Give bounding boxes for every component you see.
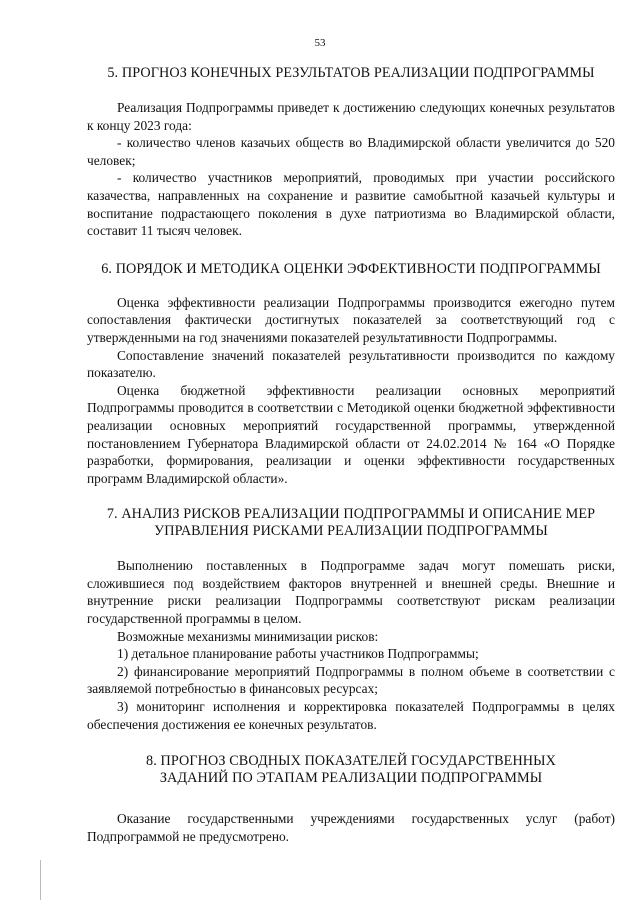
- list-item: - количество участников мероприятий, проводимых при участии российского казачества, направленных на сохранение и развитие самобытной казачьей культуры и воспитание подрастающего поколения в духе патриотизма во Владимирской области, составит 11 тысяч человек.: [87, 170, 615, 239]
- section-6-body: [87, 294, 615, 488]
- paragraph: Возможные механизмы минимизации рисков:: [117, 628, 379, 644]
- section-7-heading: [87, 506, 615, 540]
- section-6-heading: 6. ПОРЯДОК И МЕТОДИКА ОЦЕНКИ ЭФФЕКТИВНОСТИ ПОДПРОГРАММЫ: [101, 260, 601, 277]
- paragraph: Сопоставление значений показателей результативности производится по каждому показателю.: [87, 347, 615, 381]
- section-5-body: [87, 99, 615, 240]
- section-7-heading-line-1: 7. АНАЛИЗ РИСКОВ РЕАЛИЗАЦИИ ПОДПРОГРАММЫ И ОПИСАНИЕ МЕР: [106, 506, 596, 523]
- section-8-body: [87, 810, 615, 845]
- paragraph: Оценка бюджетной эффективности реализации основных мероприятий Подпрограммы проводится в соответствии с Методикой оценки бюджетной эффективности реализации основных мероприятий государственной программы, утвержденной постановлением Губернатора Владимирской области от 24.02.2014 № 164 «О Порядке разработки, формирования, реализации и оценки эффективности государственных программ Владимирской области».: [87, 382, 615, 486]
- section-7-body: [87, 557, 615, 733]
- list-item: 3) мониторинг исполнения и корректировка показателей Подпрограммы в целях обеспечения достижения ее конечных результатов.: [87, 699, 615, 732]
- section-8-heading-line-1: 8. ПРОГНОЗ СВОДНЫХ ПОКАЗАТЕЛЕЙ ГОСУДАРСТВЕННЫХ: [146, 753, 556, 770]
- list-item: 1) детальное планирование работы участников Подпрограммы;: [117, 646, 479, 662]
- page-number: 53: [314, 37, 326, 49]
- section-7-heading-line-2: УПРАВЛЕНИЯ РИСКАМИ РЕАЛИЗАЦИИ ПОДПРОГРАММЫ: [154, 523, 548, 540]
- scan-margin-mark: [40, 860, 41, 900]
- document-body: [87, 60, 615, 845]
- section-5-heading: 5. ПРОГНОЗ КОНЕЧНЫХ РЕЗУЛЬТАТОВ РЕАЛИЗАЦИИ ПОДПРОГРАММЫ: [107, 65, 595, 81]
- paragraph: Оценка эффективности реализации Подпрограммы производится ежегодно путем сопоставления фактически достигнутых показателей за соответствующий год с утвержденными на год значениями показателей результативности Подпрограммы.: [87, 294, 615, 345]
- paragraph: Оказание государственными учреждениями государственных услуг (работ) Подпрограммой не предусмотрено.: [87, 811, 615, 844]
- list-item: 2) финансирование мероприятий Подпрограммы в полном объеме в соответствии с заявляемой потребностью в финансовых ресурсах;: [87, 663, 615, 697]
- paragraph: Выполнению поставленных в Подпрограмме задач могут помешать риски, сложившиеся под воздействием факторов внутренней и внешней среды. Внешние и внутренние риски реализации Подпрограммы соответствуют рискам реализации государственной программы в целом.: [87, 558, 615, 627]
- list-item: - количество членов казачьих обществ во Владимирской области увеличится до 520 человек;: [87, 135, 615, 168]
- section-8-heading: [87, 753, 615, 787]
- paragraph: Реализация Подпрограммы приведет к достижению следующих конечных результатов к концу 2023 года:: [87, 100, 615, 133]
- section-8-heading-line-2: ЗАДАНИЙ ПО ЭТАПАМ РЕАЛИЗАЦИИ ПОДПРОГРАММЫ: [159, 770, 543, 787]
